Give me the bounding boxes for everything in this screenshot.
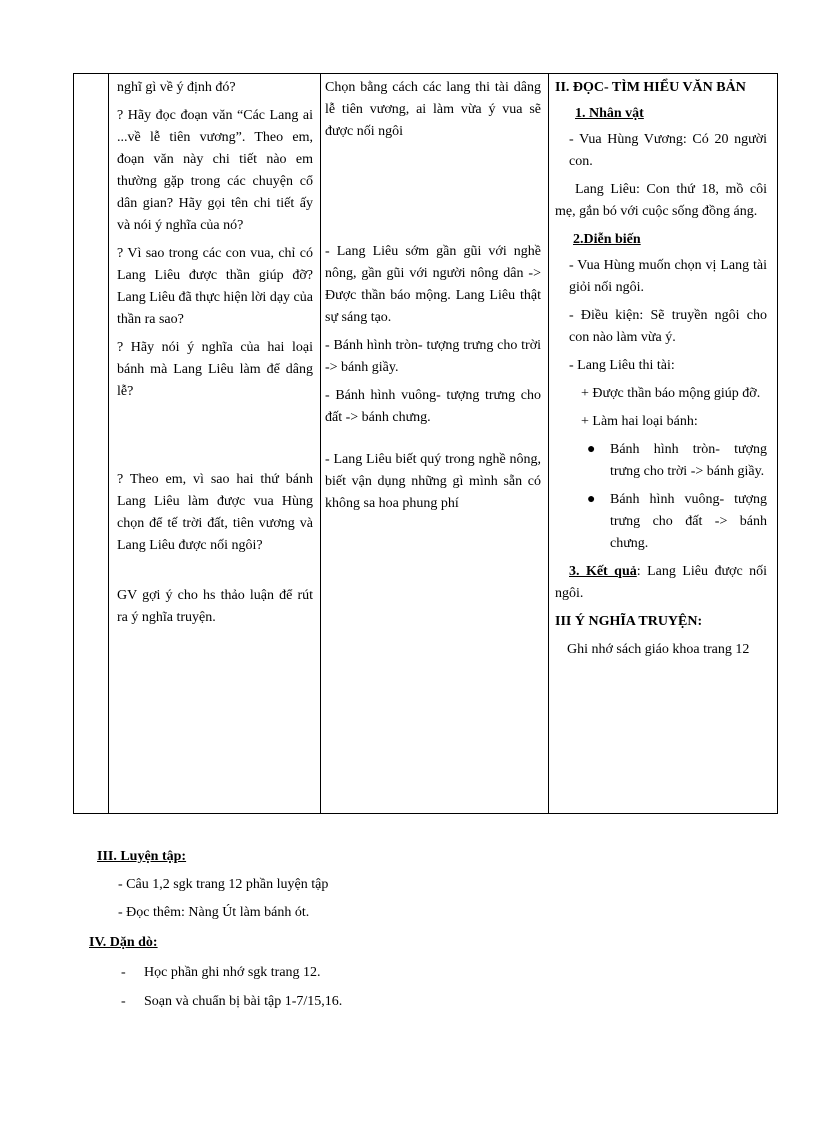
- list-item: ● Bánh hình vuông- tượng trưng cho đất -> bánh chưng.: [555, 489, 767, 555]
- column-divider: [548, 74, 549, 813]
- homework-section: [89, 932, 158, 954]
- notes-text: Lang Liêu: Con thứ 18, mồ côi mẹ, gắn bó với cuộc sống đồng áng.: [555, 182, 767, 219]
- dash-marker: -: [121, 965, 126, 980]
- notes-text: + Làm hai loại bánh:: [581, 414, 698, 429]
- question-text: GV gợi ý cho hs thảo luận để rút ra ý nghĩa truyện.: [117, 588, 313, 625]
- list-item: ● Bánh hình tròn- tượng trưng cho trời -> bánh giầy.: [555, 439, 767, 483]
- dash-marker: -: [121, 994, 126, 1009]
- practice-item: - Đọc thêm: Nàng Út làm bánh ót.: [118, 905, 310, 920]
- practice-section: [97, 846, 186, 868]
- question-text: ? Theo em, vì sao hai thứ bánh Lang Liêu làm được vua Hùng chọn để tế trời đất, tiên vương và Lang Liêu được nối ngôi?: [117, 472, 313, 553]
- notes-text: - Vua Hùng Vương: Có 20 người con.: [569, 132, 767, 169]
- answer-text: - Bánh hình tròn- tượng trưng cho trời -> bánh giầy.: [325, 338, 541, 375]
- practice-item: - Câu 1,2 sgk trang 12 phần luyện tập: [118, 877, 329, 892]
- notes-text: - Điều kiện: Sẽ truyền ngôi cho con nào làm vừa ý.: [569, 308, 767, 345]
- lesson-notes-column: [555, 77, 767, 667]
- notes-text: Ghi nhớ sách giáo khoa trang 12: [567, 642, 750, 657]
- meaning-heading: III Ý NGHĨA TRUYỆN:: [555, 614, 703, 629]
- answer-text: - Lang Liêu sớm gần gũi với nghề nông, gần gũi với người nông dân -> Được thần báo mộng. Lang Liêu thật sự sáng tạo.: [325, 244, 541, 325]
- answer-text: - Lang Liêu biết quý trong nghề nông, biết vận dụng những gì mình sẵn có không sa hoa phung phí: [325, 452, 541, 511]
- answer-text: Chọn bằng cách các lang thi tài dâng lễ tiên vương, ai làm vừa ý vua sẽ được nối ngôi: [325, 80, 541, 139]
- homework-item: Soạn và chuẩn bị bài tập 1-7/15,16.: [144, 994, 343, 1009]
- practice-heading: III. Luyện tập:: [97, 849, 187, 864]
- events-heading: 2.Diễn biến: [573, 232, 641, 247]
- question-text: ? Hãy đọc đoạn văn “Các Lang ai ...về lễ tiên vương”. Theo em, đoạn văn này chi tiết nào em thường gặp trong các chuyện cổ dân gian? Hãy gọi tên chi tiết ấy và nói ý nghĩa của nó?: [117, 108, 313, 233]
- homework-heading: IV. Dặn dò:: [89, 935, 158, 950]
- notes-text: - Lang Liêu thi tài:: [569, 358, 675, 373]
- section-title: II. ĐỌC- TÌM HIỂU VĂN BẢN: [555, 80, 746, 95]
- student-answers-column: [325, 77, 541, 521]
- column-divider: [108, 74, 109, 813]
- column-divider: [320, 74, 321, 813]
- question-text: nghĩ gì về ý định đó?: [117, 80, 236, 95]
- notes-text: - Vua Hùng muốn chọn vị Lang tài giỏi nối ngôi.: [569, 258, 767, 295]
- bullet-icon: ●: [587, 492, 596, 507]
- characters-heading: 1. Nhân vật: [575, 106, 644, 121]
- teacher-questions-column: [117, 77, 313, 635]
- question-text: ? Hãy nói ý nghĩa của hai loại bánh mà Lang Liêu làm để dâng lễ?: [117, 340, 313, 399]
- result-text: : Lang Liêu được nối ngôi.: [555, 564, 768, 601]
- result-paragraph: [555, 561, 767, 605]
- homework-item: Học phần ghi nhớ sgk trang 12.: [144, 965, 321, 980]
- question-text: ? Vì sao trong các con vua, chỉ có Lang Liêu được thần giúp đỡ? Lang Liêu đã thực hiện lời dạy của thần ra sao?: [117, 246, 313, 327]
- result-label: 3. Kết quả: [569, 564, 637, 579]
- lesson-table: [73, 73, 778, 814]
- answer-text: - Bánh hình vuông- tượng trưng cho đất -> bánh chưng.: [325, 388, 541, 425]
- notes-text: + Được thần báo mộng giúp đỡ.: [581, 386, 761, 401]
- bullet-icon: ●: [587, 442, 596, 457]
